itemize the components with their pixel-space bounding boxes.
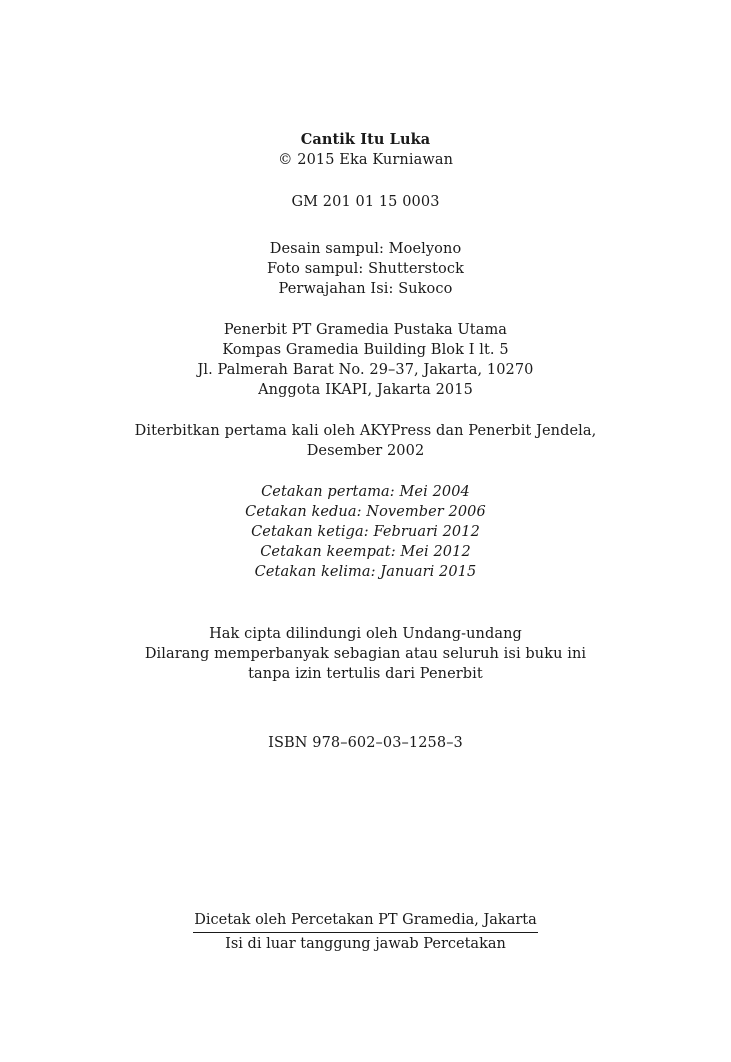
credit-cover-photo: Foto sampul: Shutterstock xyxy=(267,261,464,277)
printing-5: Cetakan kelima: Januari 2015 xyxy=(254,564,477,580)
publisher-address: Jl. Palmerah Barat No. 29–37, Jakarta, 10270 xyxy=(197,362,534,378)
first-published-block xyxy=(0,421,731,461)
rights-block xyxy=(0,624,731,684)
printer-divider xyxy=(193,932,538,933)
credits-block xyxy=(0,239,731,299)
isbn-block xyxy=(0,733,731,753)
catalog-code: GM 201 01 15 0003 xyxy=(291,194,440,210)
title-block xyxy=(0,130,731,170)
copyright-line: © 2015 Eka Kurniawan xyxy=(277,152,454,168)
printing-2: Cetakan kedua: November 2006 xyxy=(245,504,486,520)
printed-by: Dicetak oleh Percetakan PT Gramedia, Jakarta xyxy=(194,912,537,928)
publisher-building: Kompas Gramedia Building Blok I lt. 5 xyxy=(222,342,509,358)
rights-line-3: tanpa izin tertulis dari Penerbit xyxy=(248,666,483,682)
credit-cover-design: Desain sampul: Moelyono xyxy=(269,241,462,257)
catalog-code-block xyxy=(0,192,731,212)
isbn: ISBN 978–602–03–1258–3 xyxy=(268,735,463,751)
printer-block xyxy=(0,910,731,954)
rights-line-2: Dilarang memperbanyak sebagian atau seluruh isi buku ini xyxy=(144,646,587,662)
publisher-block xyxy=(0,320,731,400)
printings-block xyxy=(0,482,731,582)
printing-4: Cetakan keempat: Mei 2012 xyxy=(260,544,471,560)
book-title: Cantik Itu Luka xyxy=(300,131,431,148)
first-published-line-1: Diterbitkan pertama kali oleh AKYPress dan Penerbit Jendela, xyxy=(134,423,597,439)
printer-disclaimer: Isi di luar tanggung jawab Percetakan xyxy=(225,936,506,952)
first-published-line-2: Desember 2002 xyxy=(306,443,425,459)
printing-1: Cetakan pertama: Mei 2004 xyxy=(261,484,470,500)
credit-layout: Perwajahan Isi: Sukoco xyxy=(278,281,453,297)
publisher-membership: Anggota IKAPI, Jakarta 2015 xyxy=(258,382,473,398)
publisher-name: Penerbit PT Gramedia Pustaka Utama xyxy=(223,322,508,338)
printer-inner xyxy=(193,910,538,954)
printing-3: Cetakan ketiga: Februari 2012 xyxy=(251,524,480,540)
rights-line-1: Hak cipta dilindungi oleh Undang-undang xyxy=(209,626,522,642)
